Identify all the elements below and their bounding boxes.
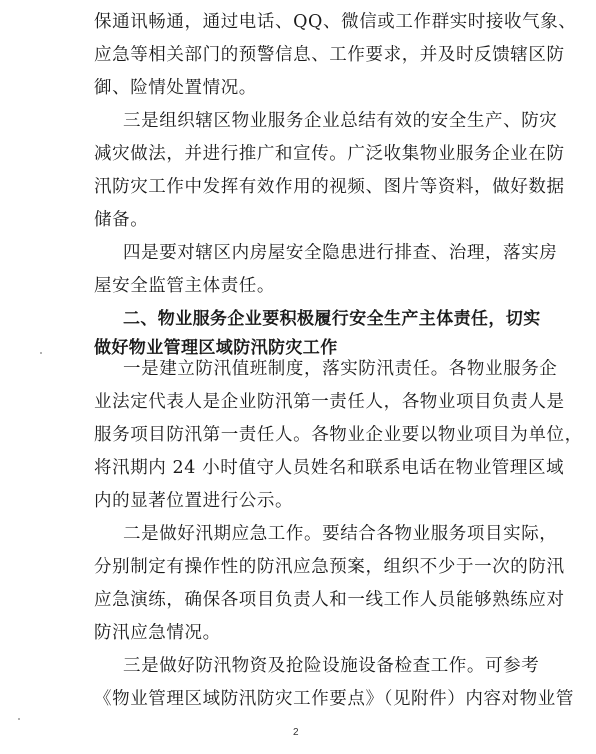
text-line: 分别制定有操作性的防汛应急预案，组织不少于一次的防汛 [94, 557, 565, 577]
paragraph-start: 一是建立防汛值班制度，落实防汛责任。各物业服务企 [123, 359, 558, 379]
text-line: 应急演练，确保各项目负责人和一线工作人员能够熟练应对 [94, 590, 565, 610]
paragraph-start: 二是做好汛期应急工作。要结合各物业服务项目实际， [123, 524, 558, 544]
paragraph-start: 三是组织辖区物业服务企业总结有效的安全生产、防灾 [123, 111, 558, 131]
scan-speck [18, 718, 20, 720]
text-line: 内的显著位置进行公示。 [94, 491, 294, 511]
section-heading: 二、物业服务企业要积极履行安全生产主体责任，切实 [123, 309, 541, 329]
text-line: 防汛应急情况。 [94, 623, 221, 643]
text-line: 将汛期内 24 小时值守人员姓名和联系电话在物业管理区域 [94, 458, 565, 478]
text-line: 储备。 [94, 210, 149, 230]
section-heading: 做好物业管理区域防汛防灾工作 [94, 338, 338, 358]
text-line: 应急等相关部门的预警信息、工作要求，并及时反馈辖区防 [94, 45, 565, 65]
text-line: 服务项目防汛第一责任人。各物业企业要以物业项目为单位， [94, 425, 583, 445]
text-line: 屋安全监管主体责任。 [94, 276, 275, 296]
text-line: 业法定代表人是企业防汛第一责任人，各物业项目负责人是 [94, 392, 565, 412]
text-line: 保通讯畅通，通过电话、QQ、微信或工作群实时接收气象、 [94, 12, 577, 32]
scan-speck [40, 352, 42, 354]
text-line: 减灾做法，并进行推广和宣传。广泛收集物业服务企业在防 [94, 144, 565, 164]
paragraph-start: 四是要对辖区内房屋安全隐患进行排查、治理，落实房 [123, 243, 558, 263]
paragraph-start: 三是做好防汛物资及抢险设施设备检查工作。可参考 [123, 656, 540, 676]
text-line: 御、险情处置情况。 [94, 78, 257, 98]
page-number: 2 [293, 727, 299, 738]
text-line: 《物业管理区域防汛防灾工作要点》（见附件）内容对物业管 [94, 689, 574, 709]
text-line: 汛防灾工作中发挥有效作用的视频、图片等资料，做好数据 [94, 177, 565, 197]
